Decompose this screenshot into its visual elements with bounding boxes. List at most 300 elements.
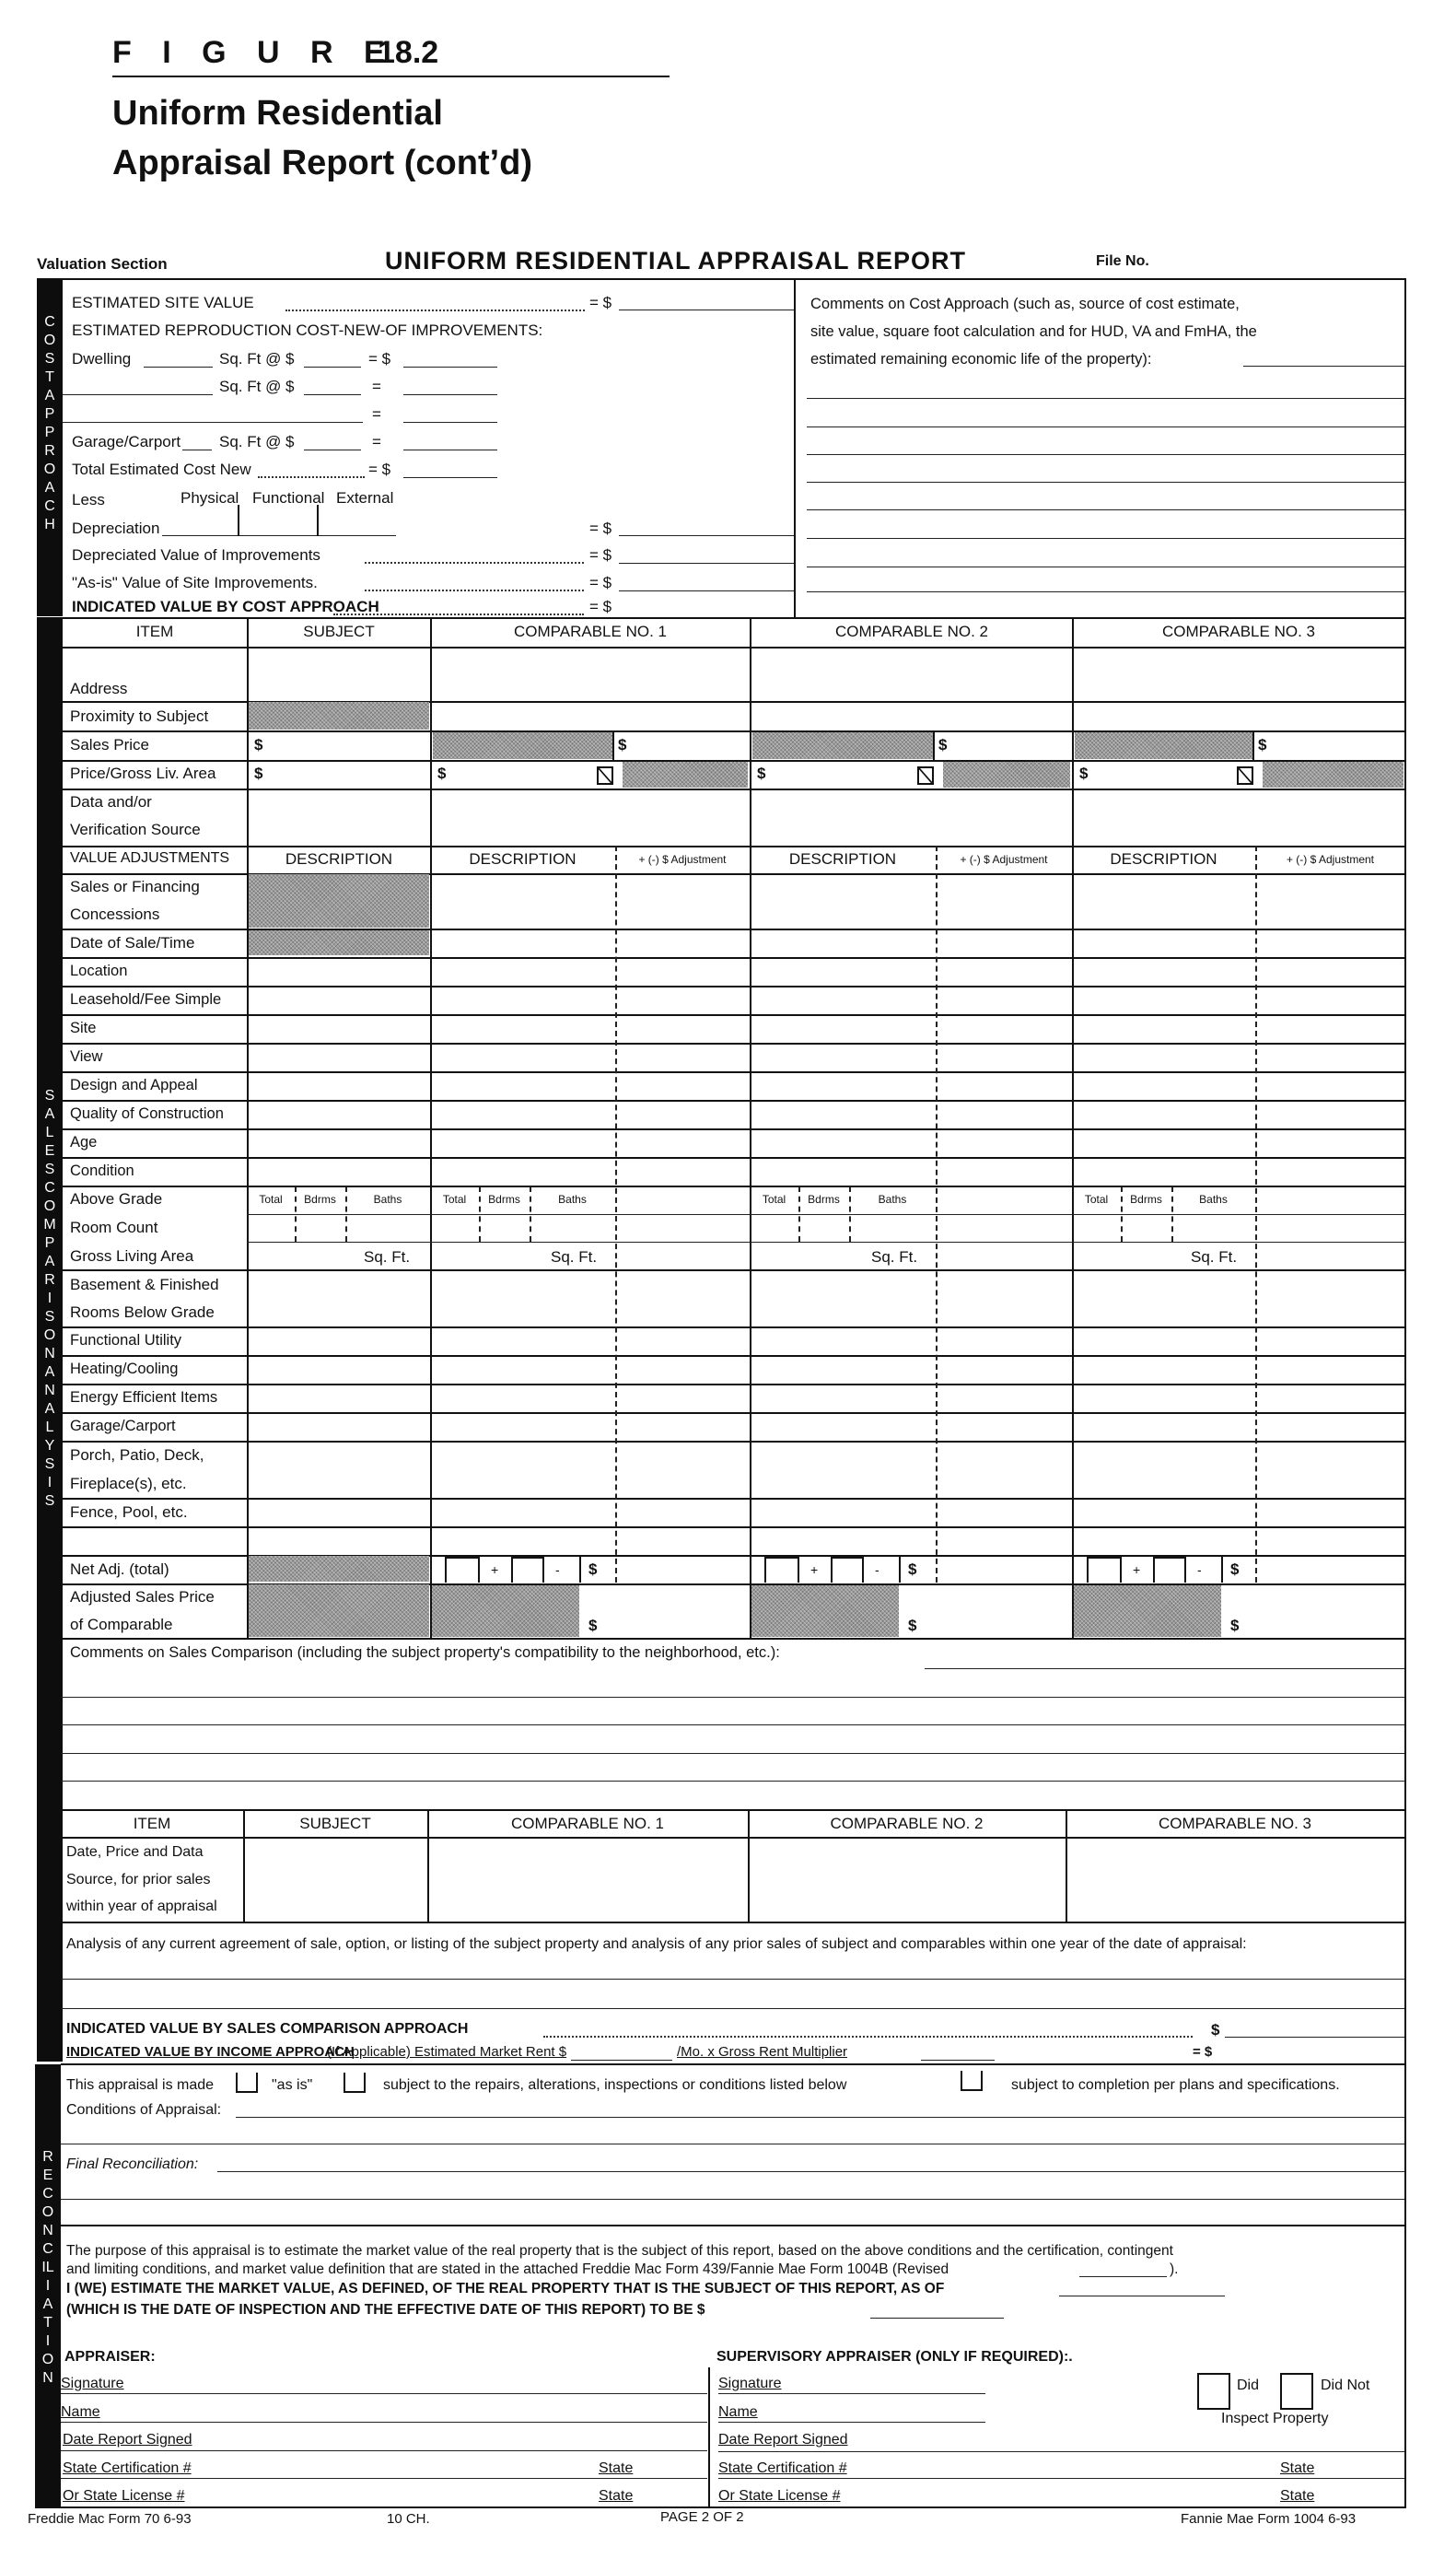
comp2-adjustment-header: + (-) $ Adjustment: [960, 853, 1048, 866]
footer-10ch: 10 CH.: [387, 2511, 430, 2527]
reconciliation-side-label: RECONCILIATION: [41, 2149, 54, 2386]
supervisor-license-label: Or State License #: [718, 2488, 841, 2504]
row-label: Leasehold/Fee Simple: [70, 991, 222, 1008]
dwelling-label: Dwelling: [72, 350, 132, 368]
total-cost-new-label: Total Estimated Cost New: [72, 461, 251, 478]
room-count-line: [247, 1242, 1405, 1243]
cost-divider: [794, 278, 796, 617]
comp-baths-label: Baths: [1199, 1193, 1228, 1206]
row-label-fence: Fence, Pool, etc.: [70, 1503, 188, 1521]
depreciated-value-eq: = $: [589, 546, 612, 564]
figure-title-line1: Uniform Residential: [112, 94, 443, 133]
conditions-field[interactable]: [236, 2117, 1404, 2118]
comp-baths-label: Baths: [878, 1193, 907, 1206]
extra-sqft-label: Sq. Ft @ $: [219, 378, 295, 395]
grid-row-line: [63, 1638, 1405, 1640]
leader-dots: [333, 613, 584, 615]
physical-label: Physical: [181, 489, 239, 507]
grid-top: [63, 617, 1405, 619]
grid-row-line: [63, 1526, 1405, 1528]
indicated-cost-value-label: INDICATED VALUE BY COST APPROACH: [72, 598, 379, 615]
prior-label-1: Date, Price and Data: [66, 1844, 204, 1860]
dwelling-eq: = $: [368, 350, 391, 368]
extra-total-field[interactable]: [403, 394, 497, 395]
total-cost-eq: = $: [368, 461, 391, 478]
shaded-cell: [249, 702, 429, 730]
analysis-label: Analysis of any current agreement of sale, option, or listing of the subject property and analysis of any prior sales of subject and comparables within one year of the date of appraisal:: [66, 1936, 1247, 1952]
cell-divider: [933, 730, 935, 760]
appraiser-signature-label: Signature: [61, 2376, 124, 2391]
subject-price-gla-dollar: $: [254, 765, 263, 782]
row-label: View: [70, 1048, 103, 1065]
header-comp3: COMPARABLE NO. 3: [1162, 623, 1315, 640]
grid-row-line: [63, 1157, 1405, 1159]
appraiser-name-field[interactable]: [61, 2422, 707, 2423]
sales-comments-field[interactable]: [61, 1697, 1404, 1698]
supervisor-cert-label: State Certification #: [718, 2460, 847, 2476]
sales-comments-field[interactable]: [61, 1781, 1404, 1782]
leader-dots: [365, 562, 584, 564]
comp3-description-header: DESCRIPTION: [1110, 850, 1217, 868]
prior-header-comp2: COMPARABLE NO. 2: [830, 1815, 984, 1832]
depr-external-field[interactable]: [319, 535, 396, 536]
figure-title-line2: Appraisal Report (cont’d): [112, 144, 533, 182]
cell-divider: [612, 730, 614, 760]
room-subdivider: [798, 1186, 800, 1242]
row-label: Condition: [70, 1163, 134, 1179]
grid-row-line: [63, 1355, 1405, 1357]
comp-sqft-label: Sq. Ft.: [551, 1248, 598, 1266]
comp-sqft-label: Sq. Ft.: [1191, 1248, 1238, 1266]
prior-table-top: [61, 1809, 1405, 1811]
grid-col-divider: [750, 617, 751, 1638]
file-no-label: File No.: [1096, 253, 1149, 269]
row-label-price-gla: Price/Gross Liv. Area: [70, 765, 216, 782]
grid-row-line: [63, 957, 1405, 959]
comp-bdrms-label: Bdrms: [1130, 1193, 1162, 1206]
comp2-description-header: DESCRIPTION: [788, 850, 897, 868]
section-label: Valuation Section: [37, 255, 168, 273]
row-label-porch-1: Porch, Patio, Deck,: [70, 1446, 204, 1464]
room-subdivider: [1121, 1186, 1123, 1242]
estimate-line2: (WHICH IS THE DATE OF INSPECTION AND THE EFFECTIVE DATE OF THIS REPORT) TO BE $: [66, 2302, 705, 2318]
comp1-description-header: DESCRIPTION: [469, 850, 577, 868]
repro-cost-label: ESTIMATED REPRODUCTION COST-NEW-OF IMPROVEMENTS:: [72, 321, 543, 339]
made-label: This appraisal is made: [66, 2077, 215, 2093]
as-is-label: "as is": [272, 2077, 313, 2093]
subject-baths-label: Baths: [373, 1193, 402, 1206]
less-label: Less: [72, 491, 105, 508]
header-subject: SUBJECT: [303, 623, 375, 640]
indicated-cost-eq: = $: [589, 598, 612, 615]
ind-income-eq: = $: [1193, 2044, 1213, 2060]
row-label-address: Address: [70, 680, 128, 697]
room-subdivider: [1171, 1186, 1173, 1242]
row-label: Heating/Cooling: [70, 1361, 179, 1377]
depreciation-eq: = $: [589, 520, 612, 537]
grm-label: /Mo. x Gross Rent Multiplier: [677, 2044, 848, 2060]
subject-total-label: Total: [259, 1193, 283, 1206]
subject-sales-price-dollar: $: [254, 736, 263, 754]
adjustment-col-divider: [615, 846, 617, 1583]
supervisor-license-state-label: State: [1280, 2488, 1315, 2504]
room-subdivider: [530, 1186, 531, 1242]
shaded-cell: [1074, 1585, 1221, 1637]
appraiser-cert-state-label: State: [599, 2460, 634, 2476]
appraiser-heading: APPRAISER:: [64, 2349, 156, 2365]
supervisor-cert-state-label: State: [1280, 2460, 1315, 2476]
did-not-label: Did Not: [1321, 2378, 1370, 2393]
comp-total-label: Total: [762, 1193, 786, 1206]
row-label-sales-fin-2: Concessions: [70, 906, 160, 923]
plus-label: +: [1133, 1562, 1141, 1577]
site-value-eq: = $: [589, 294, 612, 311]
depr-physical-field[interactable]: [162, 535, 239, 536]
row-label-sales-fin-1: Sales or Financing: [70, 878, 200, 895]
subject-description-header: DESCRIPTION: [285, 850, 393, 868]
grid-row-line: [63, 1498, 1405, 1500]
prior-header-subject: SUBJECT: [299, 1815, 371, 1832]
appraiser-cert-field[interactable]: [61, 2478, 707, 2479]
sales-comments-label: Comments on Sales Comparison (including the subject property's compatibility to the neighborhood, etc.):: [70, 1644, 780, 1661]
shaded-cell: [432, 1585, 579, 1637]
functional-label: Functional: [252, 489, 325, 507]
grid-row-line: [63, 986, 1405, 987]
analysis-field[interactable]: [61, 1979, 1404, 1980]
if-applicable-label: (If Applicable) Estimated Market Rent $: [327, 2044, 567, 2060]
depr-divider: [238, 505, 239, 536]
depreciated-value-field[interactable]: [619, 563, 794, 564]
figure-label: F I G U R E: [112, 35, 396, 70]
minus-label: -: [555, 1562, 560, 1577]
plus-label: +: [810, 1562, 819, 1577]
sales-comments-field[interactable]: [61, 1724, 1404, 1725]
header-comp2: COMPARABLE NO. 2: [835, 623, 988, 640]
market-rent-field[interactable]: [571, 2060, 672, 2061]
cost-approach-side-label: COST APPROACH: [43, 314, 56, 532]
supervisory-heading: SUPERVISORY APPRAISER (ONLY IF REQUIRED):.: [716, 2349, 1073, 2365]
grid-col-divider: [1072, 617, 1074, 1638]
comp-bdrms-label: Bdrms: [488, 1193, 520, 1206]
shaded-cell: [623, 762, 748, 788]
row-label-value-adjustments: VALUE ADJUSTMENTS: [70, 850, 230, 866]
final-recon-label: Final Reconciliation:: [66, 2156, 199, 2172]
grid-row-line: [63, 789, 1405, 790]
row-label-basement-2: Rooms Below Grade: [70, 1303, 215, 1321]
header-item: ITEM: [135, 623, 174, 640]
row-label: Energy Efficient Items: [70, 1389, 218, 1406]
comp-sales-price-dollar: $: [1258, 736, 1267, 754]
recon-divider: [61, 2225, 1405, 2226]
estimate-line1: I (WE) ESTIMATE THE MARKET VALUE, AS DEFINED, OF THE REAL PROPERTY THAT IS THE SUBJECT OF THIS REPORT, AS OF: [66, 2281, 945, 2296]
cost-comments-field[interactable]: [807, 454, 1404, 455]
supervisor-signature-label: Signature: [718, 2376, 782, 2391]
row-label-data-source-1: Data and/or: [70, 793, 152, 811]
grid-col-divider: [430, 617, 432, 1638]
did-not-inspect-checkbox[interactable]: [1280, 2373, 1313, 2410]
completion-checkbox[interactable]: [961, 2071, 983, 2091]
purpose-line2-end: ).: [1170, 2261, 1179, 2277]
shaded-cell: [249, 1584, 429, 1637]
plus-label: +: [491, 1562, 499, 1577]
extra2-total-field[interactable]: [403, 422, 497, 423]
grid-row-line: [63, 1384, 1405, 1385]
grid-row-line: [63, 1441, 1405, 1443]
cost-comments-line1: Comments on Cost Approach (such as, source of cost estimate,: [810, 296, 1240, 312]
prior-header-comp3: COMPARABLE NO. 3: [1159, 1815, 1311, 1832]
comp3-adjustment-header: + (-) $ Adjustment: [1286, 853, 1375, 866]
form-right-border: [1404, 278, 1406, 2507]
prior-header-bottom: [61, 1837, 1405, 1839]
per-sqft-mark: [917, 766, 934, 785]
row-label-date-sale: Date of Sale/Time: [70, 934, 195, 952]
comp-sales-price-dollar: $: [938, 736, 948, 754]
external-label: External: [336, 489, 394, 507]
net-adj-minus-checkbox[interactable]: [511, 1557, 544, 1583]
row-label-above-grade: Above Grade: [70, 1190, 163, 1208]
dwelling-sqft-label: Sq. Ft @ $: [219, 350, 295, 368]
row-label: Age: [70, 1134, 98, 1151]
cost-comments-field[interactable]: [807, 538, 1404, 539]
row-label-data-source-2: Verification Source: [70, 821, 201, 838]
comp-total-label: Total: [442, 1193, 467, 1206]
total-cost-field[interactable]: [403, 477, 497, 478]
net-adj-divider: [579, 1555, 581, 1583]
form-bottom-border: [35, 2506, 1406, 2508]
depreciated-value-label: Depreciated Value of Improvements: [72, 546, 320, 564]
row-label-sales-price: Sales Price: [70, 736, 149, 754]
comp1-adjustment-header: + (-) $ Adjustment: [638, 853, 727, 866]
footer-freddie-mac: Freddie Mac Form 70 6-93: [28, 2511, 192, 2527]
subject-bdrms-label: Bdrms: [304, 1193, 336, 1206]
ind-sales-field[interactable]: [1225, 2037, 1404, 2038]
grid-row-line: [63, 1186, 1405, 1187]
adjusted-price-dollar: $: [1230, 1617, 1240, 1634]
figure-number: 18.2: [378, 35, 439, 70]
prior-header-comp1: COMPARABLE NO. 1: [511, 1815, 664, 1832]
subject-to-repairs-checkbox[interactable]: [344, 2073, 366, 2093]
comp-baths-label: Baths: [558, 1193, 587, 1206]
grid-row-line: [63, 1269, 1405, 1271]
prior-label-2: Source, for prior sales: [66, 1872, 211, 1887]
shaded-cell: [433, 732, 612, 759]
row-label: Site: [70, 1020, 97, 1036]
comp-price-gla-dollar: $: [1079, 765, 1089, 782]
cell-divider: [1252, 730, 1254, 760]
grm-field[interactable]: [921, 2060, 995, 2061]
row-label: Design and Appeal: [70, 1077, 198, 1093]
garage-eq: =: [372, 433, 381, 450]
adjusted-price-dollar: $: [588, 1617, 598, 1634]
row-label-porch-2: Fireplace(s), etc.: [70, 1475, 187, 1492]
row-label-net-adj: Net Adj. (total): [70, 1560, 169, 1578]
subject-to-label: subject to the repairs, alterations, inspections or conditions listed below: [383, 2077, 847, 2093]
appraiser-date-label: Date Report Signed: [63, 2432, 192, 2448]
sales-comments-field[interactable]: [61, 1753, 1404, 1754]
supervisor-name-label: Name: [718, 2404, 758, 2420]
row-label-gla: Gross Living Area: [70, 1247, 194, 1265]
subject-sqft-label: Sq. Ft.: [364, 1248, 411, 1266]
final-recon-field[interactable]: [217, 2171, 1404, 2172]
supervisor-date-field[interactable]: [718, 2451, 1404, 2452]
leader-dots: [258, 476, 365, 478]
recon-top: [61, 2063, 1405, 2065]
form-top-border: [37, 278, 1405, 280]
comp-price-gla-dollar: $: [437, 765, 447, 782]
net-adj-divider: [1221, 1555, 1223, 1583]
net-adj-dollar: $: [588, 1560, 598, 1578]
did-label: Did: [1237, 2378, 1260, 2393]
leader-dots: [365, 590, 584, 591]
shaded-cell: [752, 732, 933, 759]
appraiser-license-state-label: State: [599, 2488, 634, 2504]
leader-dots: [285, 310, 585, 311]
row-label-proximity: Proximity to Subject: [70, 707, 209, 725]
grid-row-line: [63, 1326, 1405, 1328]
cost-comments-line3: estimated remaining economic life of the property):: [810, 351, 1152, 368]
cost-comments-line2: site value, square foot calculation and for HUD, VA and FmHA, the: [810, 323, 1257, 340]
supervisor-date-label: Date Report Signed: [718, 2432, 848, 2448]
prior-header-item: ITEM: [133, 1815, 171, 1832]
row-label-adj-price-2: of Comparable: [70, 1616, 173, 1633]
prior-table-bottom: [61, 1922, 1405, 1923]
shaded-cell: [249, 874, 429, 928]
grid-row-line: [63, 1412, 1405, 1414]
room-subdivider: [849, 1186, 851, 1242]
row-label: Functional Utility: [70, 1332, 182, 1349]
net-adj-plus-checkbox[interactable]: [764, 1557, 799, 1583]
garage-label: Garage/Carport: [72, 433, 181, 450]
extra-desc-field[interactable]: [63, 394, 213, 395]
analysis-field[interactable]: [61, 2008, 1404, 2009]
comp-total-label: Total: [1084, 1193, 1109, 1206]
cost-comments-field[interactable]: [807, 591, 1404, 592]
figure-rule: [112, 76, 670, 77]
footer-page: PAGE 2 OF 2: [660, 2509, 744, 2525]
appraiser-cert-label: State Certification #: [63, 2460, 192, 2476]
minus-label: -: [1197, 1562, 1202, 1577]
grid-row-line: [63, 647, 1405, 649]
header-comp1: COMPARABLE NO. 1: [514, 623, 667, 640]
as-is-value-label: "As-is" Value of Site Improvements.: [72, 574, 318, 591]
grid-row-line: [63, 846, 1405, 847]
signature-divider: [708, 2367, 710, 2507]
supervisor-name-field[interactable]: [718, 2422, 985, 2423]
comp-bdrms-label: Bdrms: [808, 1193, 840, 1206]
dwelling-total-field[interactable]: [403, 367, 497, 368]
per-sqft-mark: [1237, 766, 1253, 785]
shaded-cell: [249, 930, 429, 955]
depr-divider: [317, 505, 319, 536]
shaded-cell: [1263, 762, 1404, 788]
row-label: Quality of Construction: [70, 1105, 224, 1122]
net-adj-dollar: $: [1230, 1560, 1240, 1578]
form-title: UNIFORM RESIDENTIAL APPRAISAL REPORT: [385, 247, 967, 275]
extra2-desc-field[interactable]: [63, 422, 363, 423]
supervisor-cert-field[interactable]: [718, 2478, 1404, 2479]
grid-row-line: [63, 1043, 1405, 1045]
adjusted-price-dollar: $: [908, 1617, 917, 1634]
shaded-cell: [943, 762, 1070, 788]
row-label-basement-1: Basement & Finished: [70, 1276, 219, 1293]
room-subdivider: [295, 1186, 297, 1242]
comp-price-gla-dollar: $: [757, 765, 766, 782]
grid-row-line: [63, 1071, 1405, 1073]
sales-comparison-side-label: SALES COMPARISON ANALYSIS: [43, 1088, 56, 1509]
grid-row-line: [63, 1128, 1405, 1130]
room-subdivider: [345, 1186, 347, 1242]
ind-sales-comparison-label: INDICATED VALUE BY SALES COMPARISON APPROACH: [66, 2021, 469, 2037]
net-adj-divider: [899, 1555, 901, 1583]
cost-comments-field[interactable]: [1243, 366, 1404, 367]
room-count-line: [247, 1214, 1405, 1215]
net-adj-plus-checkbox[interactable]: [1087, 1557, 1122, 1583]
did-inspect-checkbox[interactable]: [1197, 2373, 1230, 2410]
grid-col-divider: [247, 617, 249, 1638]
completion-label: subject to completion per plans and specifications.: [1011, 2077, 1340, 2093]
as-is-value-field[interactable]: [619, 590, 794, 591]
appraiser-license-label: Or State License #: [63, 2488, 185, 2504]
extra-rate-field[interactable]: [304, 394, 361, 395]
garage-sqft-label: Sq. Ft @ $: [219, 433, 295, 450]
comp-sqft-label: Sq. Ft.: [871, 1248, 918, 1266]
net-adj-minus-checkbox[interactable]: [1153, 1557, 1186, 1583]
supervisor-signature-field[interactable]: [718, 2393, 985, 2394]
net-adj-plus-checkbox[interactable]: [445, 1557, 480, 1583]
shaded-cell: [249, 1556, 429, 1582]
dwelling-sqft-field[interactable]: [144, 367, 213, 368]
final-recon-field[interactable]: [61, 2199, 1404, 2200]
revised-date-field[interactable]: [1079, 2276, 1167, 2277]
adjustment-col-divider: [1255, 846, 1257, 1583]
site-value-label: ESTIMATED SITE VALUE: [72, 294, 254, 311]
market-value-field[interactable]: [870, 2318, 1004, 2319]
appraiser-signature-field[interactable]: [61, 2393, 707, 2394]
dwelling-rate-field[interactable]: [304, 367, 361, 368]
depreciation-label: Depreciation: [72, 520, 160, 537]
footer-fannie-mae: Fannie Mae Form 1004 6-93: [1181, 2511, 1357, 2527]
appraiser-name-label: Name: [61, 2404, 100, 2420]
leader-dots: [543, 2036, 1193, 2038]
grid-row-line: [63, 1014, 1405, 1016]
extra-eq: =: [372, 378, 381, 395]
extra2-eq: =: [372, 405, 381, 423]
ind-sales-dollar: $: [1211, 2021, 1220, 2039]
inspect-property-label: Inspect Property: [1221, 2411, 1329, 2426]
net-adj-minus-checkbox[interactable]: [831, 1557, 864, 1583]
row-label: Garage/Carport: [70, 1418, 176, 1434]
row-label-room-count: Room Count: [70, 1219, 158, 1236]
cost-comments-field[interactable]: [807, 482, 1404, 483]
as-is-checkbox[interactable]: [236, 2073, 258, 2093]
purpose-line1: The purpose of this appraisal is to estimate the market value of the real property that is the subject of this report, based on the above conditions and the certification, contingent: [66, 2243, 1173, 2259]
ind-income-label: INDICATED VALUE BY INCOME APPROACH: [66, 2044, 355, 2060]
cost-comments-field[interactable]: [807, 398, 1404, 399]
cost-comments-field[interactable]: [807, 509, 1404, 510]
cost-comments-field[interactable]: [807, 426, 1404, 427]
depr-functional-field[interactable]: [239, 535, 319, 536]
minus-label: -: [875, 1562, 879, 1577]
net-adj-dollar: $: [908, 1560, 917, 1578]
sales-comments-field[interactable]: [925, 1668, 1404, 1669]
conditions-label: Conditions of Appraisal:: [66, 2102, 222, 2118]
row-label: Location: [70, 963, 128, 979]
appraiser-date-field[interactable]: [61, 2450, 707, 2451]
shaded-cell: [1075, 732, 1252, 759]
grid-row-line: [63, 1100, 1405, 1102]
shaded-cell: [751, 1585, 899, 1637]
depreciation-total-field[interactable]: [619, 535, 794, 536]
